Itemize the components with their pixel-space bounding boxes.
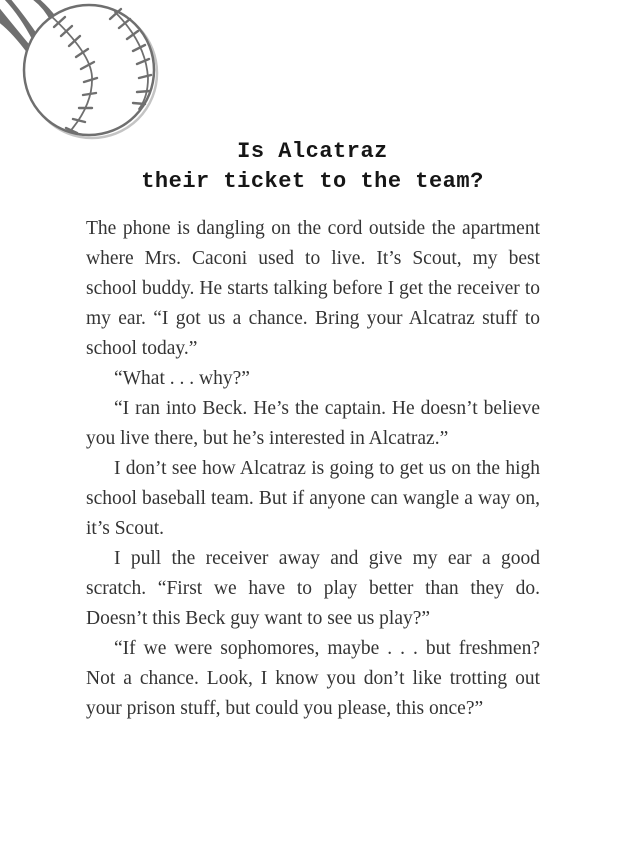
body-text <box>86 214 540 724</box>
paragraph: I don’t see how Alcatraz is going to get us on the high school baseball team. But if anyone can wangle a way on, it’s Scout. <box>86 458 540 539</box>
chapter-title <box>0 137 625 197</box>
paragraph: The phone is dangling on the cord outside the apartment where Mrs. Caconi used to live. It’s Scout, my best school buddy. He starts talking before I get the receiver to my ear. “I got us a chance. Bring your Alcatraz stuff to school today.” <box>86 218 540 359</box>
baseball-illustration <box>0 0 170 150</box>
paragraph: “If we were sophomores, maybe . . . but freshmen? Not a chance. Look, I know you don’t like trotting out your prison stuff, but could you please, this once?” <box>86 638 540 719</box>
chapter-title-line2: their ticket to the team? <box>141 169 484 194</box>
paragraph: I pull the receiver away and give my ear a good scratch. “First we have to play better than they do. Doesn’t this Beck guy want to see us play?” <box>86 548 540 629</box>
ball-outline <box>24 5 154 135</box>
paragraph: “What . . . why?” <box>114 368 250 389</box>
paragraph: “I ran into Beck. He’s the captain. He doesn’t believe you live there, but he’s interested in Alcatraz.” <box>86 398 540 449</box>
chapter-title-line1: Is Alcatraz <box>237 139 388 164</box>
